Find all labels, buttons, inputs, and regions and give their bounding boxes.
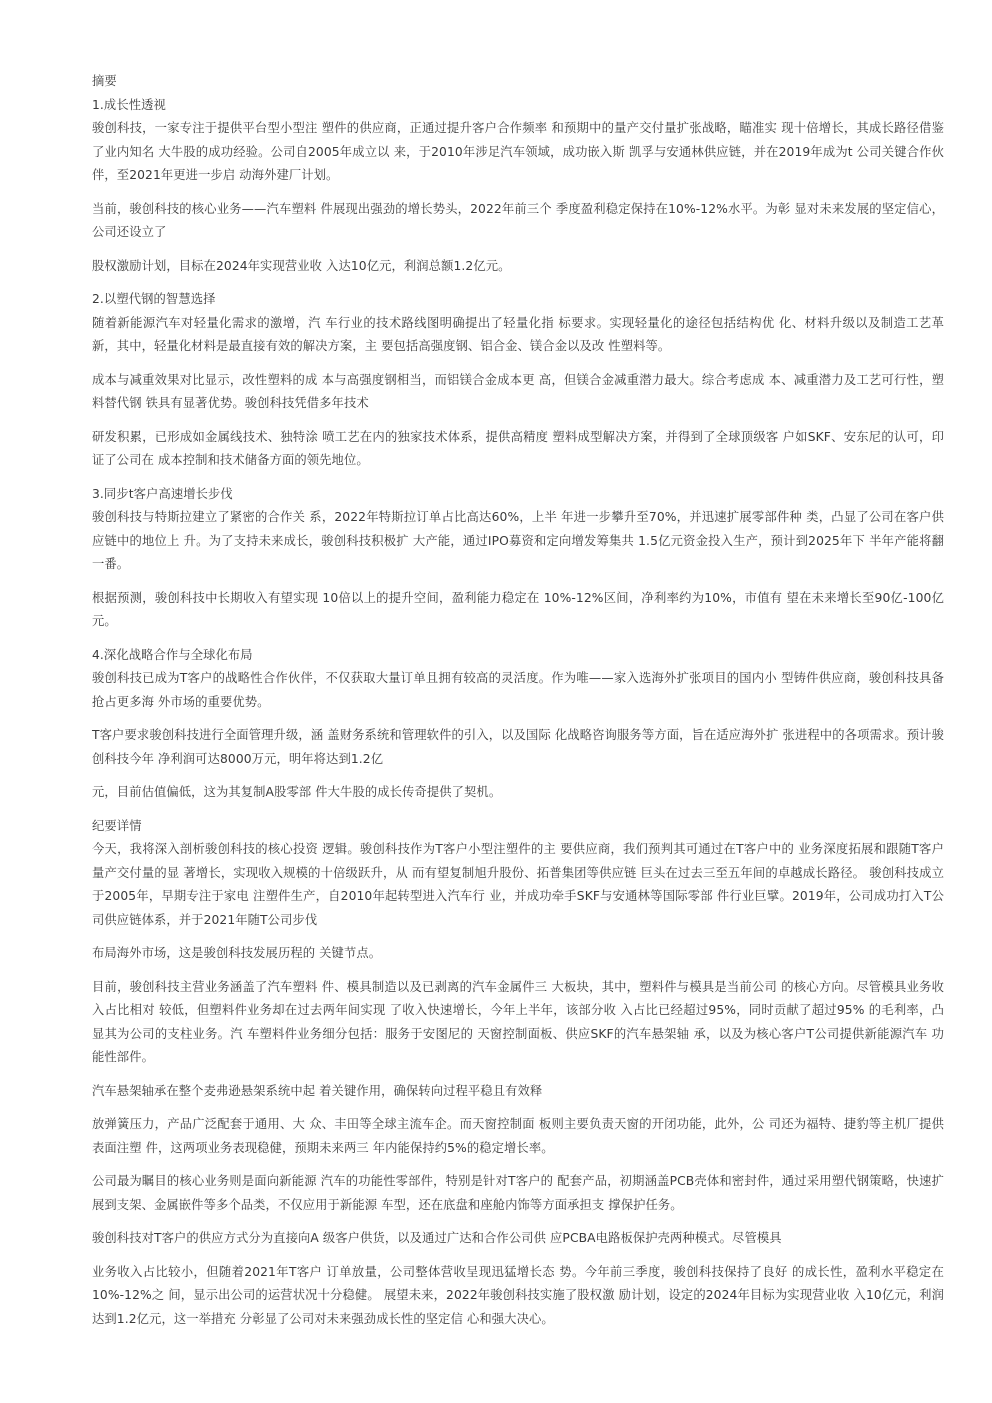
section-title-2: 2.以塑代钢的智慧选择 (92, 292, 216, 306)
section-title-4: 4.深化战略合作与全球化布局 (92, 647, 253, 662)
paragraph: 元，目前估值偏低，这为其复制A股零部 件大牛股的成长传奇提供了契机。 (92, 785, 502, 799)
paragraph: 研发积累，已形成如金属线技术、独特涂 喷工艺在内的独家技术体系，提供高精度 塑料成型解决方案，并得到了全球顶级客 户如SKF、安东尼的认可，印证了公司在 成本控制和技术储备方面的领先地位。 (92, 429, 944, 467)
paragraph: 放弹簧压力，产品广泛配套于通用、大 众、丰田等全球主流车企。而天窗控制面 板则主要负责天窗的开闭功能，此外，公 司还为福特、捷豹等主机厂提供表面注塑 件，这两项业务表现稳健，预期未来两三 年内能保持约5%的稳定增长率。 (92, 1117, 944, 1155)
section-title-3: 3.同步t客户高速增长步伐 (92, 486, 233, 501)
paragraph: 骏创科技，一家专注于提供平台型小型注 塑件的供应商，正通过提升客户合作频率 和预期中的量产交付量扩张战略，瞄准实 现十倍增长，其成长路径借鉴了业内知名 大牛股的成功经验。公司自2005年成立以 来，于2010年涉足汽车领域，成功嵌入斯 凯孚与安通林供应链，并在2019年成为t 公司关键合作伙伴，至2021年更进一步启 动海外建厂计划。 (92, 121, 944, 182)
paragraph: 成本与减重效果对比显示，改性塑料的成 本与高强度钢相当，而铝镁合金成本更 高，但镁合金减重潜力最大。综合考虑成 本、减重潜力及工艺可行性，塑料替代钢 铁具有显著优势。骏创科技凭借多年技术 (92, 372, 944, 410)
paragraph: 随着新能源汽车对轻量化需求的激增，汽 车行业的技术路线图明确提出了轻量化指 标要求。实现轻量化的途径包括结构优 化、材料升级以及制造工艺革新，其中，轻量化材料是最直接有效的解决方案，主 要包括高强度钢、铝合金、镁合金以及改 性塑料等。 (92, 315, 944, 353)
section-title-5: 纪要详情 (92, 818, 142, 833)
paragraph: 骏创科技对T客户的供应方式分为直接向A 级客户供货，以及通过广达和合作公司供 应PCBA电路板保护壳两种模式。尽管模具 (92, 1231, 782, 1245)
paragraph: 骏创科技与特斯拉建立了紧密的合作关 系，2022年特斯拉订单占比高达60%，上半 年进一步攀升至70%，并迅速扩展零部件种 类，凸显了公司在客户供应链中的地位上 升。为了支持未来成长，骏创科技积极扩 大产能，通过IPO募资和定向增发筹集共 1.5亿元资金投入生产，预计到2025年下 半年产能将翻一番。 (92, 510, 944, 571)
paragraph: 股权激励计划，目标在2024年实现营业收 入达10亿元，利润总额1.2亿元。 (92, 258, 511, 273)
paragraph: 布局海外市场，这是骏创科技发展历程的 关键节点。 (92, 946, 382, 960)
paragraph: 汽车悬架轴承在整个麦弗逊悬架系统中起 着关键作用，确保转向过程平稳且有效释 (92, 1083, 543, 1098)
paragraph: 业务收入占比较小，但随着2021年T客户 订单放量，公司整体营收呈现迅猛增长态 势。今年前三季度，骏创科技保持了良好 的成长性，盈利水平稳定在10%-12%之 间，显示出公司的运营状况十分稳健。 展望未来，2022年骏创科技实施了股权激 励计划，设定的2024年目标为实现营业收 入10亿元，利润达到1.2亿元，这一举措充 分彰显了公司对未来强劲成长性的坚定信 心和强大决心。 (92, 1264, 944, 1326)
paragraph: 骏创科技已成为T客户的战略性合作伙伴，不仅获取大量订单且拥有较高的灵活度。作为唯——家入选海外扩张项目的国内小 型铸件供应商，骏创科技具备抢占更多海 外市场的重要优势。 (92, 671, 944, 709)
paragraph: 今天，我将深入剖析骏创科技的核心投资 逻辑。骏创科技作为T客户小型注塑件的主 要供应商，我们预判其可通过在T客户中的 业务深度拓展和跟随T客户量产交付量的显 著增长，实现收入规模的十倍级跃升，从 而有望复制旭升股份、拓普集团等供应链 巨头在过去三至五年间的卓越成长路径。 骏创科技成立于2005年，早期专注于家电 注塑件生产，自2010年起转型进入汽车行 业，并成功牵手SKF与安通林等国际零部 件行业巨擘。2019年，公司成功打入T公 司供应链体系，并于2021年随T公司步伐 (92, 842, 944, 927)
paragraph: 当前，骏创科技的核心业务——汽车塑料 件展现出强劲的增长势头，2022年前三个 季度盈利稳定保持在10%-12%水平。为彰 显对未来发展的坚定信心，公司还设立了 (92, 201, 944, 239)
paragraph: T客户要求骏创科技进行全面管理升级，涵 盖财务系统和管理软件的引入，以及国际 化战略咨询服务等方面，旨在适应海外扩 张进程中的各项需求。预计骏创科技今年 净利润可达8000万元，明年将达到1.2亿 (92, 728, 944, 766)
paragraph: 根据预测，骏创科技中长期收入有望实现 10倍以上的提升空间，盈利能力稳定在 10%-12%区间，净利率约为10%，市值有 望在未来增长至90亿-100亿元。 (92, 590, 944, 628)
paragraph: 公司最为瞩目的核心业务则是面向新能源 汽车的功能性零部件，特别是针对T客户的 配套产品，初期涵盖PCB壳体和密封件，通过采用塑代钢策略，快速扩展到支架、金属嵌件等多个品类，不仅应用于新能源 车型，还在底盘和座舱内饰等方面承担支 撑保护任务。 (92, 1174, 944, 1212)
abstract-heading: 摘要 (92, 74, 117, 88)
section-title-1: 1.成长性透视 (92, 97, 166, 112)
document-body (92, 70, 944, 1331)
paragraph: 目前，骏创科技主营业务涵盖了汽车塑料 件、模具制造以及已剥离的汽车金属件三 大板块，其中，塑料件与模具是当前公司 的核心方向。尽管模具业务收入占比相对 较低，但塑料件业务却在过去两年间实现 了收入快速增长，今年上半年，该部分收 入占比已经超过95%，同时贡献了超过95% 的毛利率，凸显其为公司的支柱业务。汽 车塑料件业务细分包括：服务于安图尼的 天窗控制面板、供应SKF的汽车悬架轴 承，以及为核心客户T公司提供新能源汽车 功能性部件。 (92, 979, 944, 1064)
